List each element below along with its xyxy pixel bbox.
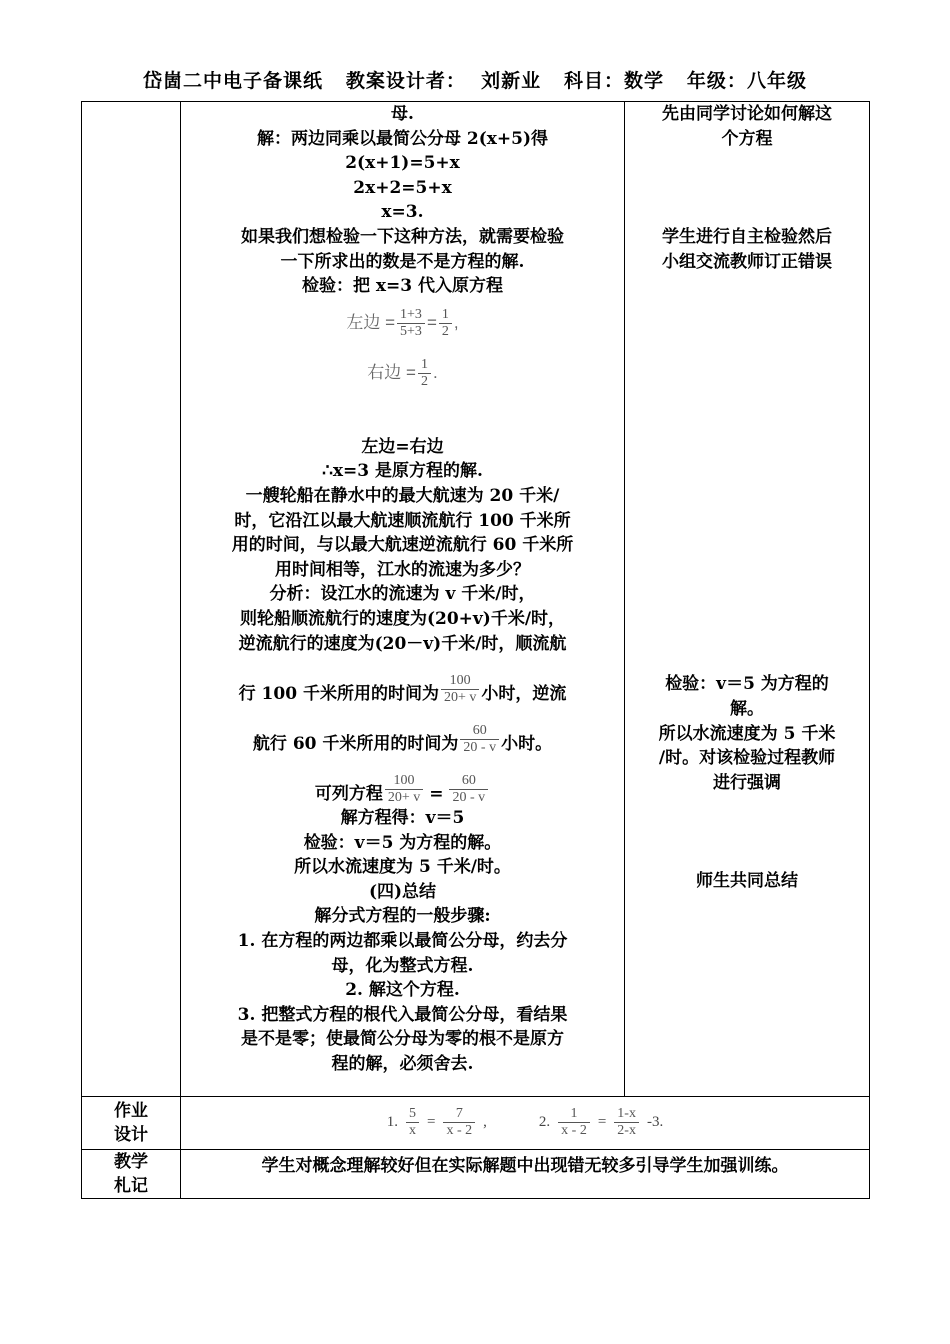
process-text [181,102,624,1077]
line: 解方程得：v＝5 [340,808,465,829]
fraction: $\frac{100}{20+ v}$ [385,773,423,806]
line: 程的解，必须舍去. [331,1054,474,1075]
homework-label: 作业 设计 [82,1097,181,1150]
fraction: $\frac{7}{x - 2}$ [443,1106,475,1139]
time-downstream-line: 行 100 千米所用的时间为 $\frac{100}{20+ v}$ 小时，逆流 [238,673,567,706]
homework-row [82,1097,870,1150]
line: 解：两边同乘以最简公分母 2(x+5)得 [256,128,549,149]
line: 1. 在方程的两边都乘以最简公分母，约去分 [237,931,568,952]
fraction: $\frac{1}{2}$ [418,357,431,390]
line: 母. [391,104,414,124]
line: 一下所求出的数是不是方程的解. [280,251,525,272]
activity-text: 先由同学讨论如何解这 个方程 学生进行自主检验然后 小组交流教师订正错误 检验：v＝5 为方程的 解。 所以水流速度为 5 千米 /时。对该检验过程教师 进行强调 师生共同总结 [658,104,836,892]
line: 则轮船顺流航行的速度为(20+v)千米/时， [239,608,566,629]
right-side-equation: 右边 = $\frac{1}{2}$ . [367,357,438,390]
line: x=3. [381,202,424,223]
line: 2x+2=5+x [353,177,452,198]
fraction: $\frac{1}{2}$ [439,307,452,340]
time-upstream-line: 航行 60 千米所用的时间为 $\frac{60}{20 - v}$ 小时。 [252,723,553,756]
line: 左边=右边 [361,436,444,457]
lesson-plan-table [81,101,870,1199]
grade-label: 年级： [686,70,747,92]
line: 2(x+1)=5+x [345,153,460,174]
fraction: $\frac{1+3}{5+3}$ [397,307,425,340]
line: 检验：v＝5 为方程的解。 [303,832,502,853]
line: 用时间相等，江水的流速为多少？ [275,559,530,580]
line: 一艘轮船在静水中的最大航速为 20 千米/ [245,485,560,506]
designer-name: 刘新业 [481,70,542,92]
process-cell [181,102,625,1097]
fraction: $\frac{1-x}{2-x}$ [614,1106,639,1139]
fraction: $\frac{60}{20 - v}$ [460,723,499,756]
row-label-cell [82,102,181,1097]
line: (四)总结 [368,881,437,902]
line: 用的时间，与以最大航速逆流航行 60 千米所 [231,535,574,556]
subject-value: 数学 [624,70,665,92]
line: 逆流航行的速度为(20－v)千米/时，顺流航 [238,633,567,654]
line: 所以水流速度为 5 千米/时。 [294,857,511,878]
process-row [82,102,870,1097]
line: 解分式方程的一般步骤: [314,906,491,927]
homework-content: 1. $\frac{5}{x}$ = $\frac{7}{x - 2}$ , 2. $\frac{1}{x - 2}$ = $\frac{1-x}{2-x}$ -3. [181,1097,870,1150]
subject-label: 科目： [564,70,625,92]
designer-label: 教案设计者： [345,70,466,92]
line: 如果我们想检验一下这种方法，就需要检验 [241,226,564,247]
page-header [0,66,950,93]
line: 2. 解这个方程. [345,980,460,1001]
line: 母，化为整式方程. [331,955,474,976]
fraction: $\frac{100}{20+ v}$ [441,673,479,706]
line: 是不是零；使最简公分母为零的根不是原方 [241,1029,564,1050]
fraction: $\frac{5}{x}$ [406,1106,419,1139]
notes-label: 教学 札记 [82,1150,181,1199]
left-side-equation: 左边 = $\frac{1+3}{5+3}$ = $\frac{1}{2}$ , [346,307,459,340]
line: 分析：设江水的流速为 v 千米/时， [269,584,536,605]
notes-content: 学生对概念理解较好但在实际解题中出现错无较多引导学生加强训练。 [181,1150,870,1199]
activity-cell [625,102,870,1097]
equation-line: 可列方程 $\frac{100}{20+ v}$ = $\frac{60}{20 - v}$ [181,756,624,806]
fraction: $\frac{60}{20 - v}$ [449,773,488,806]
notes-row [82,1150,870,1199]
line: 检验：把 x=3 代入原方程 [301,276,504,297]
line: 3. 把整式方程的根代入最简公分母，看结果 [237,1004,568,1025]
line: 时，它沿江以最大航速顺流航行 100 千米所 [234,510,571,531]
line: ∴x=3 是原方程的解. [322,461,483,482]
school-name: 岱崮二中电子备课纸 [143,70,324,92]
fraction: $\frac{1}{x - 2}$ [558,1106,590,1139]
grade-value: 八年级 [746,70,807,92]
